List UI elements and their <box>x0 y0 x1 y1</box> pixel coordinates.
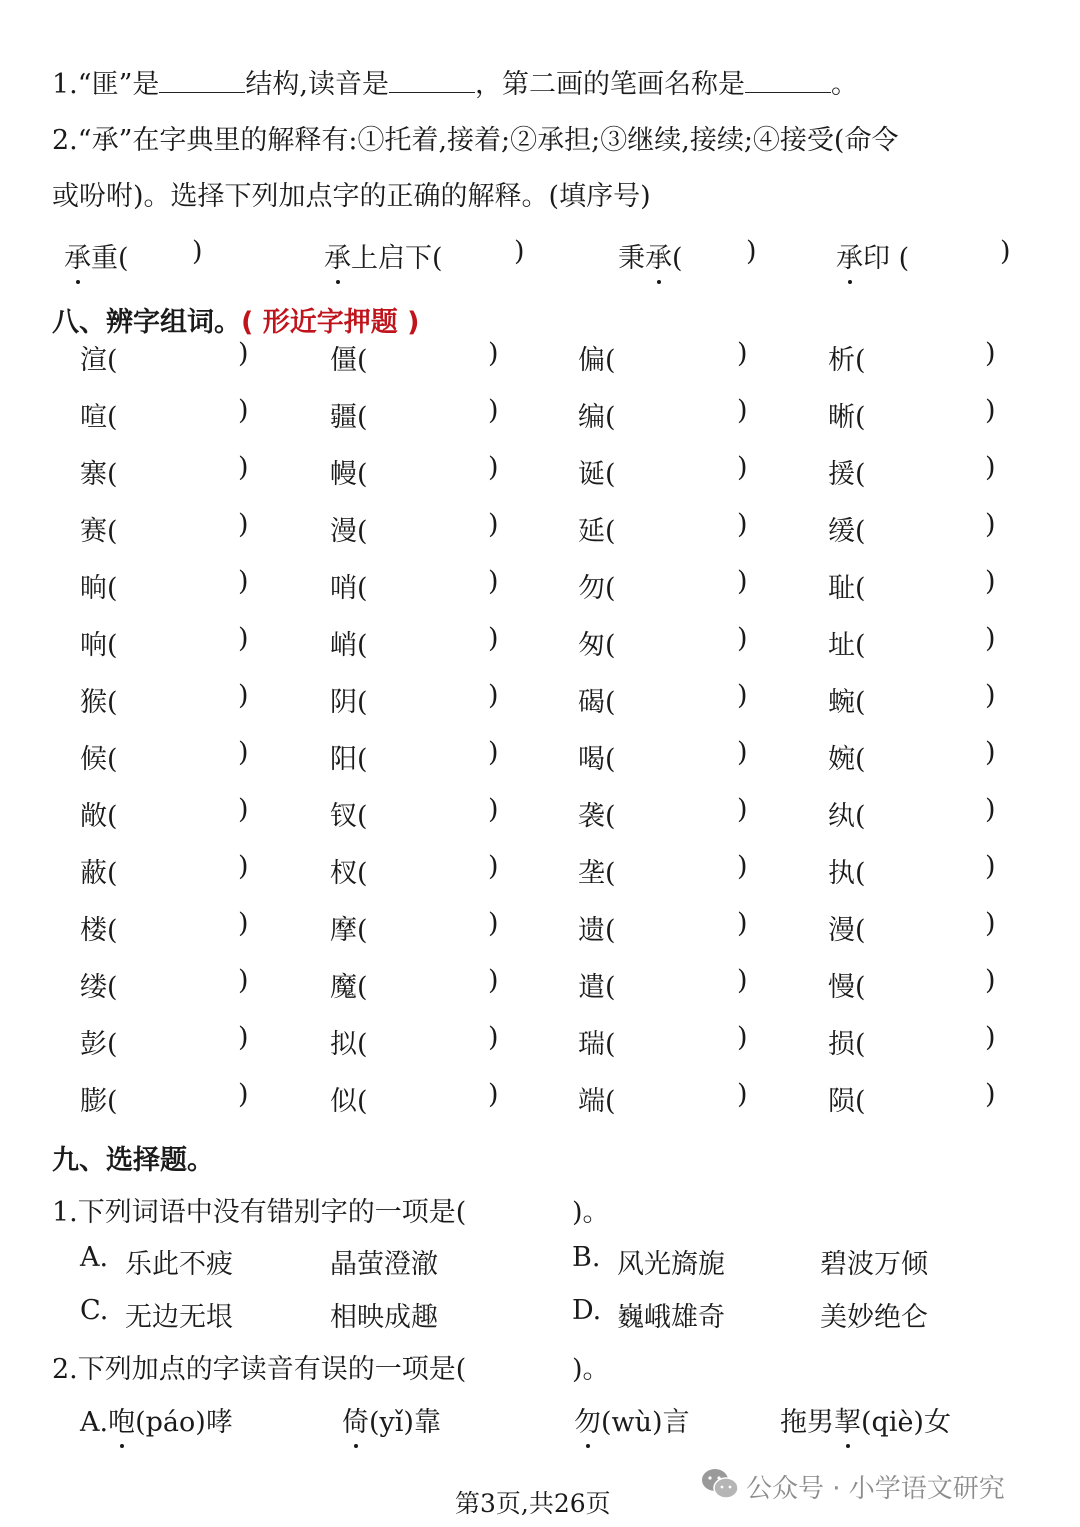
q2-item-3 <box>618 236 683 275</box>
watermark-text: 公众号 · 小学语文研究 <box>746 1474 1005 1504</box>
grid-cell-close: ) <box>488 908 499 939</box>
option-label: A. <box>80 1407 109 1438</box>
word-pre: 拖男 <box>780 1407 834 1438</box>
grid-cell[interactable]: 耻( <box>828 573 866 604</box>
grid-cell[interactable]: 摩( <box>330 915 368 946</box>
grid-cell-close: ) <box>488 566 499 597</box>
grid-cell[interactable]: 杈( <box>330 858 368 889</box>
grid-cell-close: ) <box>488 1079 499 1110</box>
grid-cell[interactable]: 蔽( <box>80 858 118 889</box>
grid-cell-close: ) <box>488 737 499 768</box>
grid-cell[interactable]: 僵( <box>330 345 368 376</box>
grid-cell[interactable]: 喧( <box>80 402 118 433</box>
grid-cell[interactable]: 赛( <box>80 516 118 547</box>
grid-cell-close: ) <box>985 395 996 426</box>
q2-item-pre: 秉 <box>618 243 645 274</box>
grid-cell[interactable]: 瑞( <box>578 1029 616 1060</box>
grid-cell-close: ) <box>488 1022 499 1053</box>
grid-cell-close: ) <box>238 851 249 882</box>
grid-cell[interactable]: 缓( <box>828 516 866 547</box>
q9-2-option-a[interactable] <box>80 1400 233 1439</box>
grid-cell-close: ) <box>985 908 996 939</box>
grid-cell-close: ) <box>985 338 996 369</box>
q9-2-word-2 <box>342 1400 441 1439</box>
grid-cell-close: ) <box>238 680 249 711</box>
grid-cell[interactable]: 疆( <box>330 402 368 433</box>
grid-cell[interactable]: 钗( <box>330 801 368 832</box>
q9-2-word-3 <box>574 1400 690 1439</box>
q9-1-end: )。 <box>572 1197 610 1228</box>
grid-cell[interactable]: 勿( <box>578 573 616 604</box>
grid-cell[interactable]: 纨( <box>828 801 866 832</box>
grid-cell-close: ) <box>737 1079 748 1110</box>
dotted-char: 承 <box>64 236 91 275</box>
grid-cell-close: ) <box>985 1079 996 1110</box>
grid-cell-close: ) <box>488 623 499 654</box>
grid-cell-close: ) <box>488 452 499 483</box>
grid-cell[interactable]: 阳( <box>330 744 368 775</box>
grid-cell[interactable]: 碣( <box>578 687 616 718</box>
grid-cell[interactable]: 端( <box>578 1086 616 1117</box>
grid-cell[interactable]: 编( <box>578 402 616 433</box>
dotted-char: 勿 <box>574 1400 601 1439</box>
q1-pre: 1.“匪”是 <box>52 69 160 100</box>
question-2-line1: 2.“承”在字典里的解释有:①托着,接着;②承担;③继续,接续;④接受(命令 <box>52 125 899 156</box>
option-c-word2: 相映成趣 <box>330 1302 438 1333</box>
dotted-char: 承 <box>836 236 863 275</box>
grid-cell-close: ) <box>238 509 249 540</box>
grid-cell[interactable]: 袭( <box>578 801 616 832</box>
grid-cell-close: ) <box>737 395 748 426</box>
grid-cell[interactable]: 慢( <box>828 972 866 1003</box>
grid-cell-close: ) <box>488 680 499 711</box>
q1-blank-stroke[interactable] <box>745 66 831 93</box>
question-1 <box>52 62 858 101</box>
grid-cell-close: ) <box>737 851 748 882</box>
option-d-label[interactable]: D. <box>572 1295 602 1326</box>
dotted-char: 倚 <box>342 1400 369 1439</box>
q1-mid1: 结构,读音是 <box>245 69 389 100</box>
grid-cell-close: ) <box>985 851 996 882</box>
grid-cell[interactable]: 响( <box>80 630 118 661</box>
grid-cell[interactable]: 址( <box>828 630 866 661</box>
word-rest: 言 <box>662 1407 690 1438</box>
grid-cell-close: ) <box>737 452 748 483</box>
word-rest: 靠 <box>413 1407 441 1438</box>
grid-cell[interactable]: 匆( <box>578 630 616 661</box>
grid-cell-close: ) <box>737 566 748 597</box>
grid-cell[interactable]: 漫( <box>828 915 866 946</box>
q2-item-text: 重( <box>91 243 129 274</box>
grid-cell[interactable]: 魔( <box>330 972 368 1003</box>
q9-2-word-4 <box>780 1400 951 1439</box>
grid-cell[interactable]: 哨( <box>330 573 368 604</box>
grid-cell[interactable]: 晌( <box>80 573 118 604</box>
grid-cell-close: ) <box>488 851 499 882</box>
grid-cell-close: ) <box>488 965 499 996</box>
grid-cell-close: ) <box>488 509 499 540</box>
grid-cell[interactable]: 延( <box>578 516 616 547</box>
grid-cell-close: ) <box>488 794 499 825</box>
grid-cell[interactable]: 蜿( <box>828 687 866 718</box>
grid-cell-close: ) <box>488 395 499 426</box>
grid-cell[interactable]: 敞( <box>80 801 118 832</box>
option-b-word1: 风光旖旎 <box>617 1249 725 1280</box>
grid-cell[interactable]: 诞( <box>578 459 616 490</box>
q1-blank-structure[interactable] <box>159 66 245 93</box>
q2-item-4 <box>836 236 909 275</box>
q2-item-3-close: ) <box>746 236 757 267</box>
grid-cell[interactable]: 遣( <box>578 972 616 1003</box>
grid-cell[interactable]: 垄( <box>578 858 616 889</box>
grid-cell[interactable]: 损( <box>828 1029 866 1060</box>
grid-cell-close: ) <box>238 794 249 825</box>
grid-cell[interactable]: 遗( <box>578 915 616 946</box>
grid-cell-close: ) <box>488 338 499 369</box>
grid-cell[interactable]: 彭( <box>80 1029 118 1060</box>
grid-cell[interactable]: 猴( <box>80 687 118 718</box>
grid-cell-close: ) <box>238 566 249 597</box>
q1-end: 。 <box>830 69 858 100</box>
section-8-title: 八、辨字组词。 <box>52 307 241 338</box>
grid-cell[interactable]: 析( <box>828 345 866 376</box>
section-8-tag: ( 形近字押题 ) <box>241 307 420 338</box>
q2-item-text: 印 ( <box>863 243 910 274</box>
grid-cell-close: ) <box>238 965 249 996</box>
grid-cell-close: ) <box>238 1022 249 1053</box>
q1-blank-pinyin[interactable] <box>389 66 475 93</box>
pinyin: (wù) <box>601 1407 663 1438</box>
grid-cell-close: ) <box>985 566 996 597</box>
q9-2-end: )。 <box>572 1354 610 1385</box>
option-d-word2: 美妙绝仑 <box>820 1302 928 1333</box>
option-b-label[interactable]: B. <box>572 1242 601 1273</box>
option-d-word1: 巍峨雄奇 <box>617 1302 725 1333</box>
question-2-line2: 或吩咐)。选择下列加点字的正确的解释。(填序号) <box>52 181 651 212</box>
grid-cell-close: ) <box>985 737 996 768</box>
option-a-word2: 晶萤澄澈 <box>330 1249 438 1280</box>
q9-1-stem: 1.下列词语中没有错别字的一项是( <box>52 1197 467 1228</box>
grid-cell-close: ) <box>238 452 249 483</box>
page-number: 第3页,共26页 <box>455 1489 611 1518</box>
grid-cell[interactable]: 拟( <box>330 1029 368 1060</box>
grid-cell-close: ) <box>737 623 748 654</box>
question-9-1 <box>52 1190 466 1229</box>
grid-cell[interactable]: 喝( <box>578 744 616 775</box>
section-8-heading <box>52 300 419 339</box>
option-c-label[interactable]: C. <box>80 1295 109 1326</box>
grid-cell[interactable]: 楼( <box>80 915 118 946</box>
q2-item-2 <box>324 236 443 275</box>
q2-item-text: 上启下( <box>351 243 443 274</box>
grid-cell-close: ) <box>238 623 249 654</box>
grid-cell-close: ) <box>985 680 996 711</box>
pinyin: (yǐ) <box>369 1407 414 1438</box>
wechat-icon <box>700 1467 740 1501</box>
grid-cell-close: ) <box>985 794 996 825</box>
grid-cell[interactable]: 执( <box>828 858 866 889</box>
word-rest: 哮 <box>205 1407 233 1438</box>
q1-mid2: ，第二画的笔画名称是 <box>474 69 745 100</box>
grid-cell[interactable]: 偏( <box>578 345 616 376</box>
grid-cell[interactable]: 寨( <box>80 459 118 490</box>
grid-cell-close: ) <box>985 965 996 996</box>
grid-cell[interactable]: 援( <box>828 459 866 490</box>
option-b-word2: 碧波万倾 <box>820 1249 928 1280</box>
grid-cell[interactable]: 婉( <box>828 744 866 775</box>
section-9-heading: 九、选择题。 <box>52 1145 214 1176</box>
dotted-char: 承 <box>645 236 672 275</box>
q2-item-text: ( <box>672 243 683 274</box>
q9-2-stem: 2.下列加点的字读音有误的一项是( <box>52 1354 467 1385</box>
option-a-label[interactable]: A. <box>80 1242 109 1273</box>
grid-cell[interactable]: 峭( <box>330 630 368 661</box>
grid-cell-close: ) <box>985 1022 996 1053</box>
grid-cell-close: ) <box>737 794 748 825</box>
grid-cell[interactable]: 晰( <box>828 402 866 433</box>
grid-cell[interactable]: 幔( <box>330 459 368 490</box>
pinyin: (páo) <box>135 1407 206 1438</box>
grid-cell-close: ) <box>238 395 249 426</box>
dotted-char: 咆 <box>108 1400 135 1439</box>
grid-cell-close: ) <box>238 908 249 939</box>
grid-cell-close: ) <box>238 338 249 369</box>
grid-cell[interactable]: 候( <box>80 744 118 775</box>
grid-cell-close: ) <box>737 338 748 369</box>
dotted-char: 承 <box>324 236 351 275</box>
grid-cell-close: ) <box>737 509 748 540</box>
grid-cell-close: ) <box>985 623 996 654</box>
grid-cell[interactable]: 膨( <box>80 1086 118 1117</box>
option-c-word1: 无边无垠 <box>125 1302 233 1333</box>
grid-cell-close: ) <box>737 908 748 939</box>
dotted-char: 挈 <box>834 1400 861 1439</box>
grid-cell-close: ) <box>238 1079 249 1110</box>
q2-item-1-close: ) <box>192 236 203 267</box>
grid-cell[interactable]: 陨( <box>828 1086 866 1117</box>
q2-item-1 <box>64 236 129 275</box>
grid-cell-close: ) <box>985 509 996 540</box>
pinyin: (qiè) <box>861 1407 924 1438</box>
question-9-2 <box>52 1347 466 1386</box>
grid-cell-close: ) <box>737 737 748 768</box>
grid-cell[interactable]: 缕( <box>80 972 118 1003</box>
grid-cell-close: ) <box>985 452 996 483</box>
word-rest: 女 <box>923 1407 951 1438</box>
grid-cell[interactable]: 渲( <box>80 345 118 376</box>
grid-cell[interactable]: 漫( <box>330 516 368 547</box>
grid-cell[interactable]: 阴( <box>330 687 368 718</box>
q2-item-4-close: ) <box>1000 236 1011 267</box>
grid-cell-close: ) <box>737 965 748 996</box>
grid-cell-close: ) <box>737 680 748 711</box>
grid-cell[interactable]: 似( <box>330 1086 368 1117</box>
grid-cell-close: ) <box>737 1022 748 1053</box>
grid-cell-close: ) <box>238 737 249 768</box>
option-a-word1: 乐此不疲 <box>125 1249 233 1280</box>
q2-item-2-close: ) <box>514 236 525 267</box>
